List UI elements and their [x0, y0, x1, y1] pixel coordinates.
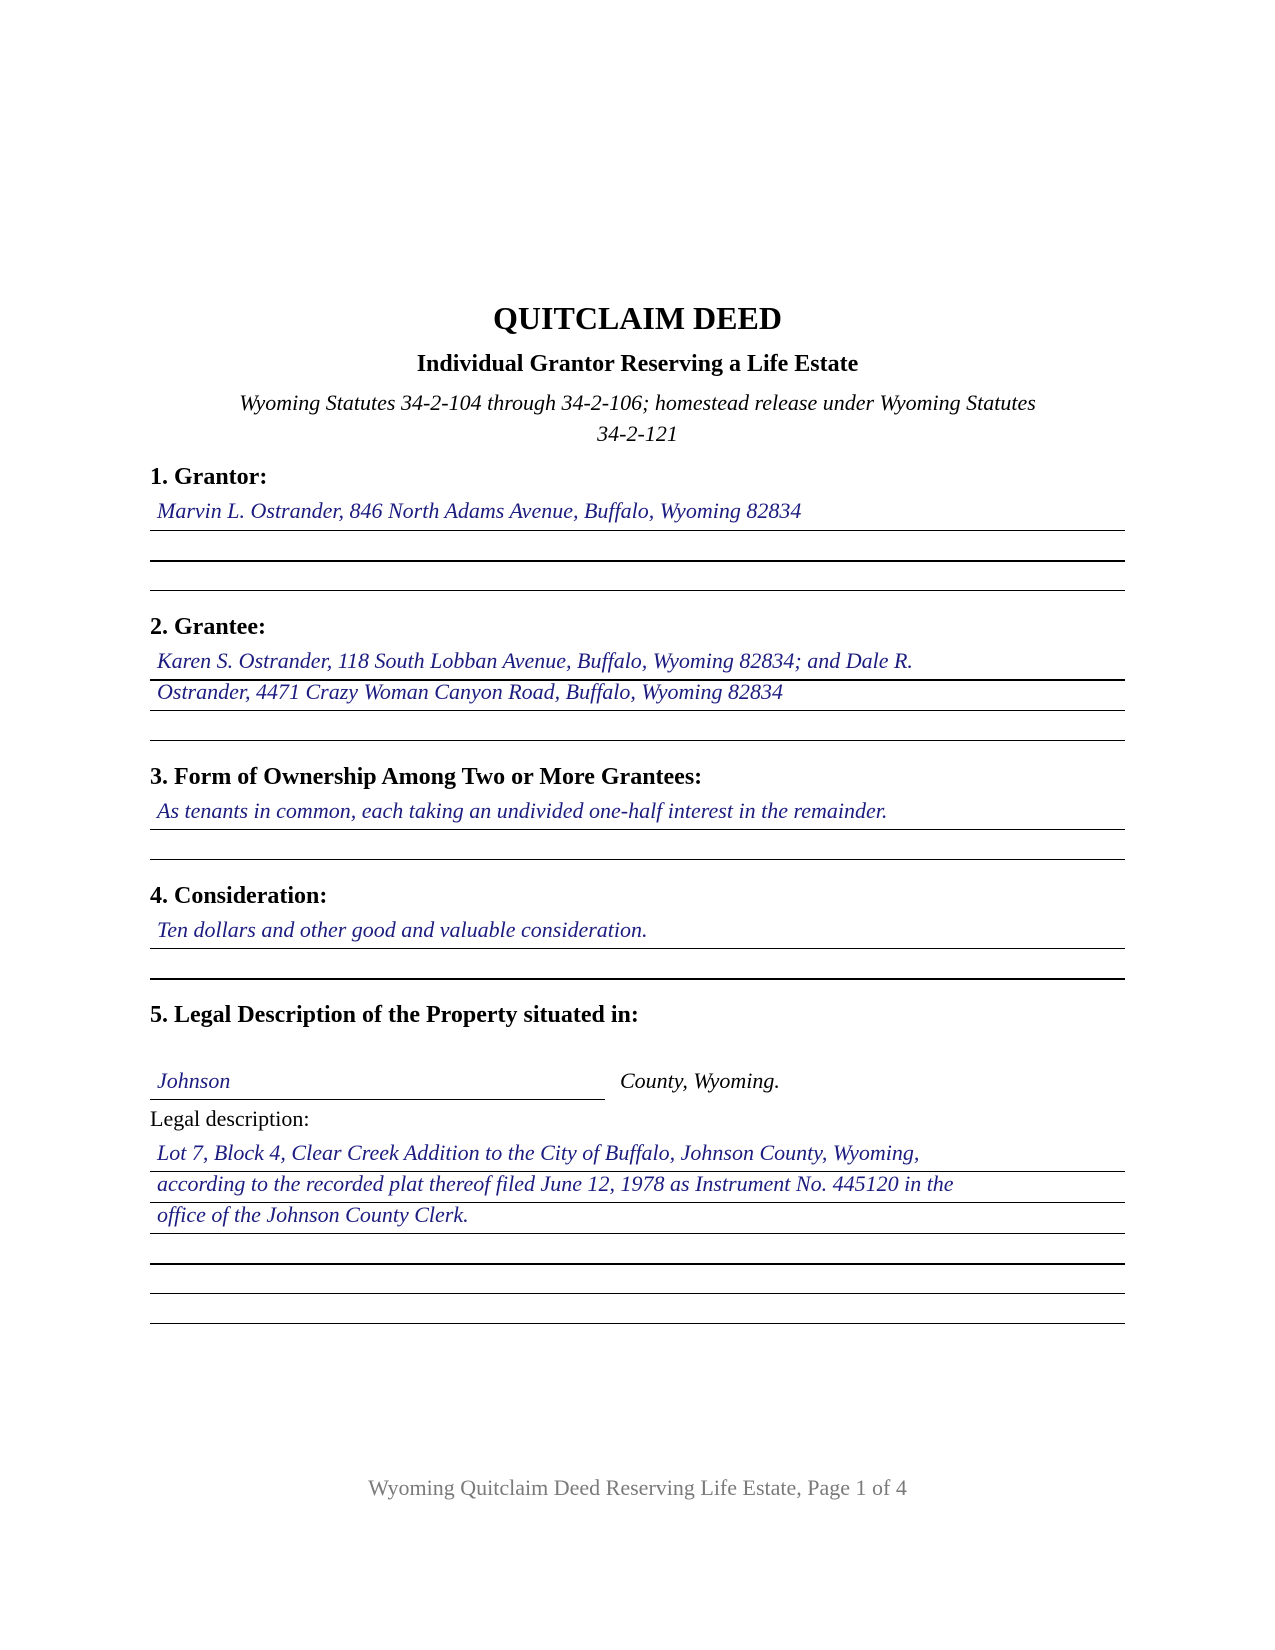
legal-description-label: Legal description: [150, 1106, 310, 1131]
grantor-value-line-1[interactable]: Marvin L. Ostrander, 846 North Adams Avenue, Buffalo, Wyoming 82834 [157, 498, 802, 523]
statutes-line-1: Wyoming Statutes 34-2-104 through 34-2-106; homestead release under Wyoming Statutes [239, 390, 1036, 415]
grantee-value-line-2[interactable]: Ostrander, 4471 Crazy Woman Canyon Road, Buffalo, Wyoming 82834 [157, 679, 783, 704]
ownership-value-line-1[interactable]: As tenants in common, each taking an undivided one-half interest in the remainder. [157, 798, 888, 823]
grantor-heading: 1. Grantor: [150, 464, 268, 490]
statutes-line-2: 34-2-121 [597, 421, 678, 446]
legal-heading: 5. Legal Description of the Property situated in: [150, 1002, 639, 1028]
grantee-line-2 [150, 710, 1125, 711]
document-subtitle: Individual Grantor Reserving a Life Estate [416, 351, 859, 377]
ownership-line-1 [150, 829, 1125, 830]
legal-line-3 [150, 1233, 1125, 1234]
ownership-line-2 [150, 859, 1125, 860]
legal-value-line-2[interactable]: according to the recorded plat thereof filed June 12, 1978 as Instrument No. 445120 in the [157, 1171, 954, 1196]
consideration-line-2 [150, 978, 1125, 980]
grantor-line-1 [150, 530, 1125, 531]
consideration-line-1 [150, 948, 1125, 949]
document-title: QUITCLAIM DEED [493, 300, 782, 336]
legal-line-5 [150, 1293, 1125, 1294]
grantee-line-3 [150, 740, 1125, 741]
county-line [150, 1099, 605, 1100]
county-suffix: County, Wyoming. [620, 1068, 780, 1093]
legal-value-line-3[interactable]: office of the Johnson County Clerk. [157, 1202, 469, 1227]
grantee-heading: 2. Grantee: [150, 614, 266, 640]
grantee-value-line-1[interactable]: Karen S. Ostrander, 118 South Lobban Avenue, Buffalo, Wyoming 82834; and Dale R. [157, 648, 913, 673]
legal-line-4 [150, 1263, 1125, 1265]
legal-value-line-1[interactable]: Lot 7, Block 4, Clear Creek Addition to the City of Buffalo, Johnson County, Wyoming, [157, 1140, 920, 1165]
ownership-heading: 3. Form of Ownership Among Two or More Grantees: [150, 764, 703, 790]
grantor-line-2 [150, 560, 1125, 562]
legal-line-6 [150, 1323, 1125, 1324]
consideration-heading: 4. Consideration: [150, 883, 328, 909]
consideration-value-line-1[interactable]: Ten dollars and other good and valuable consideration. [157, 917, 648, 942]
grantor-line-3 [150, 590, 1125, 591]
county-value[interactable]: Johnson [157, 1068, 231, 1093]
page-footer: Wyoming Quitclaim Deed Reserving Life Estate, Page 1 of 4 [368, 1475, 907, 1500]
statutes-reference [170, 387, 1105, 449]
